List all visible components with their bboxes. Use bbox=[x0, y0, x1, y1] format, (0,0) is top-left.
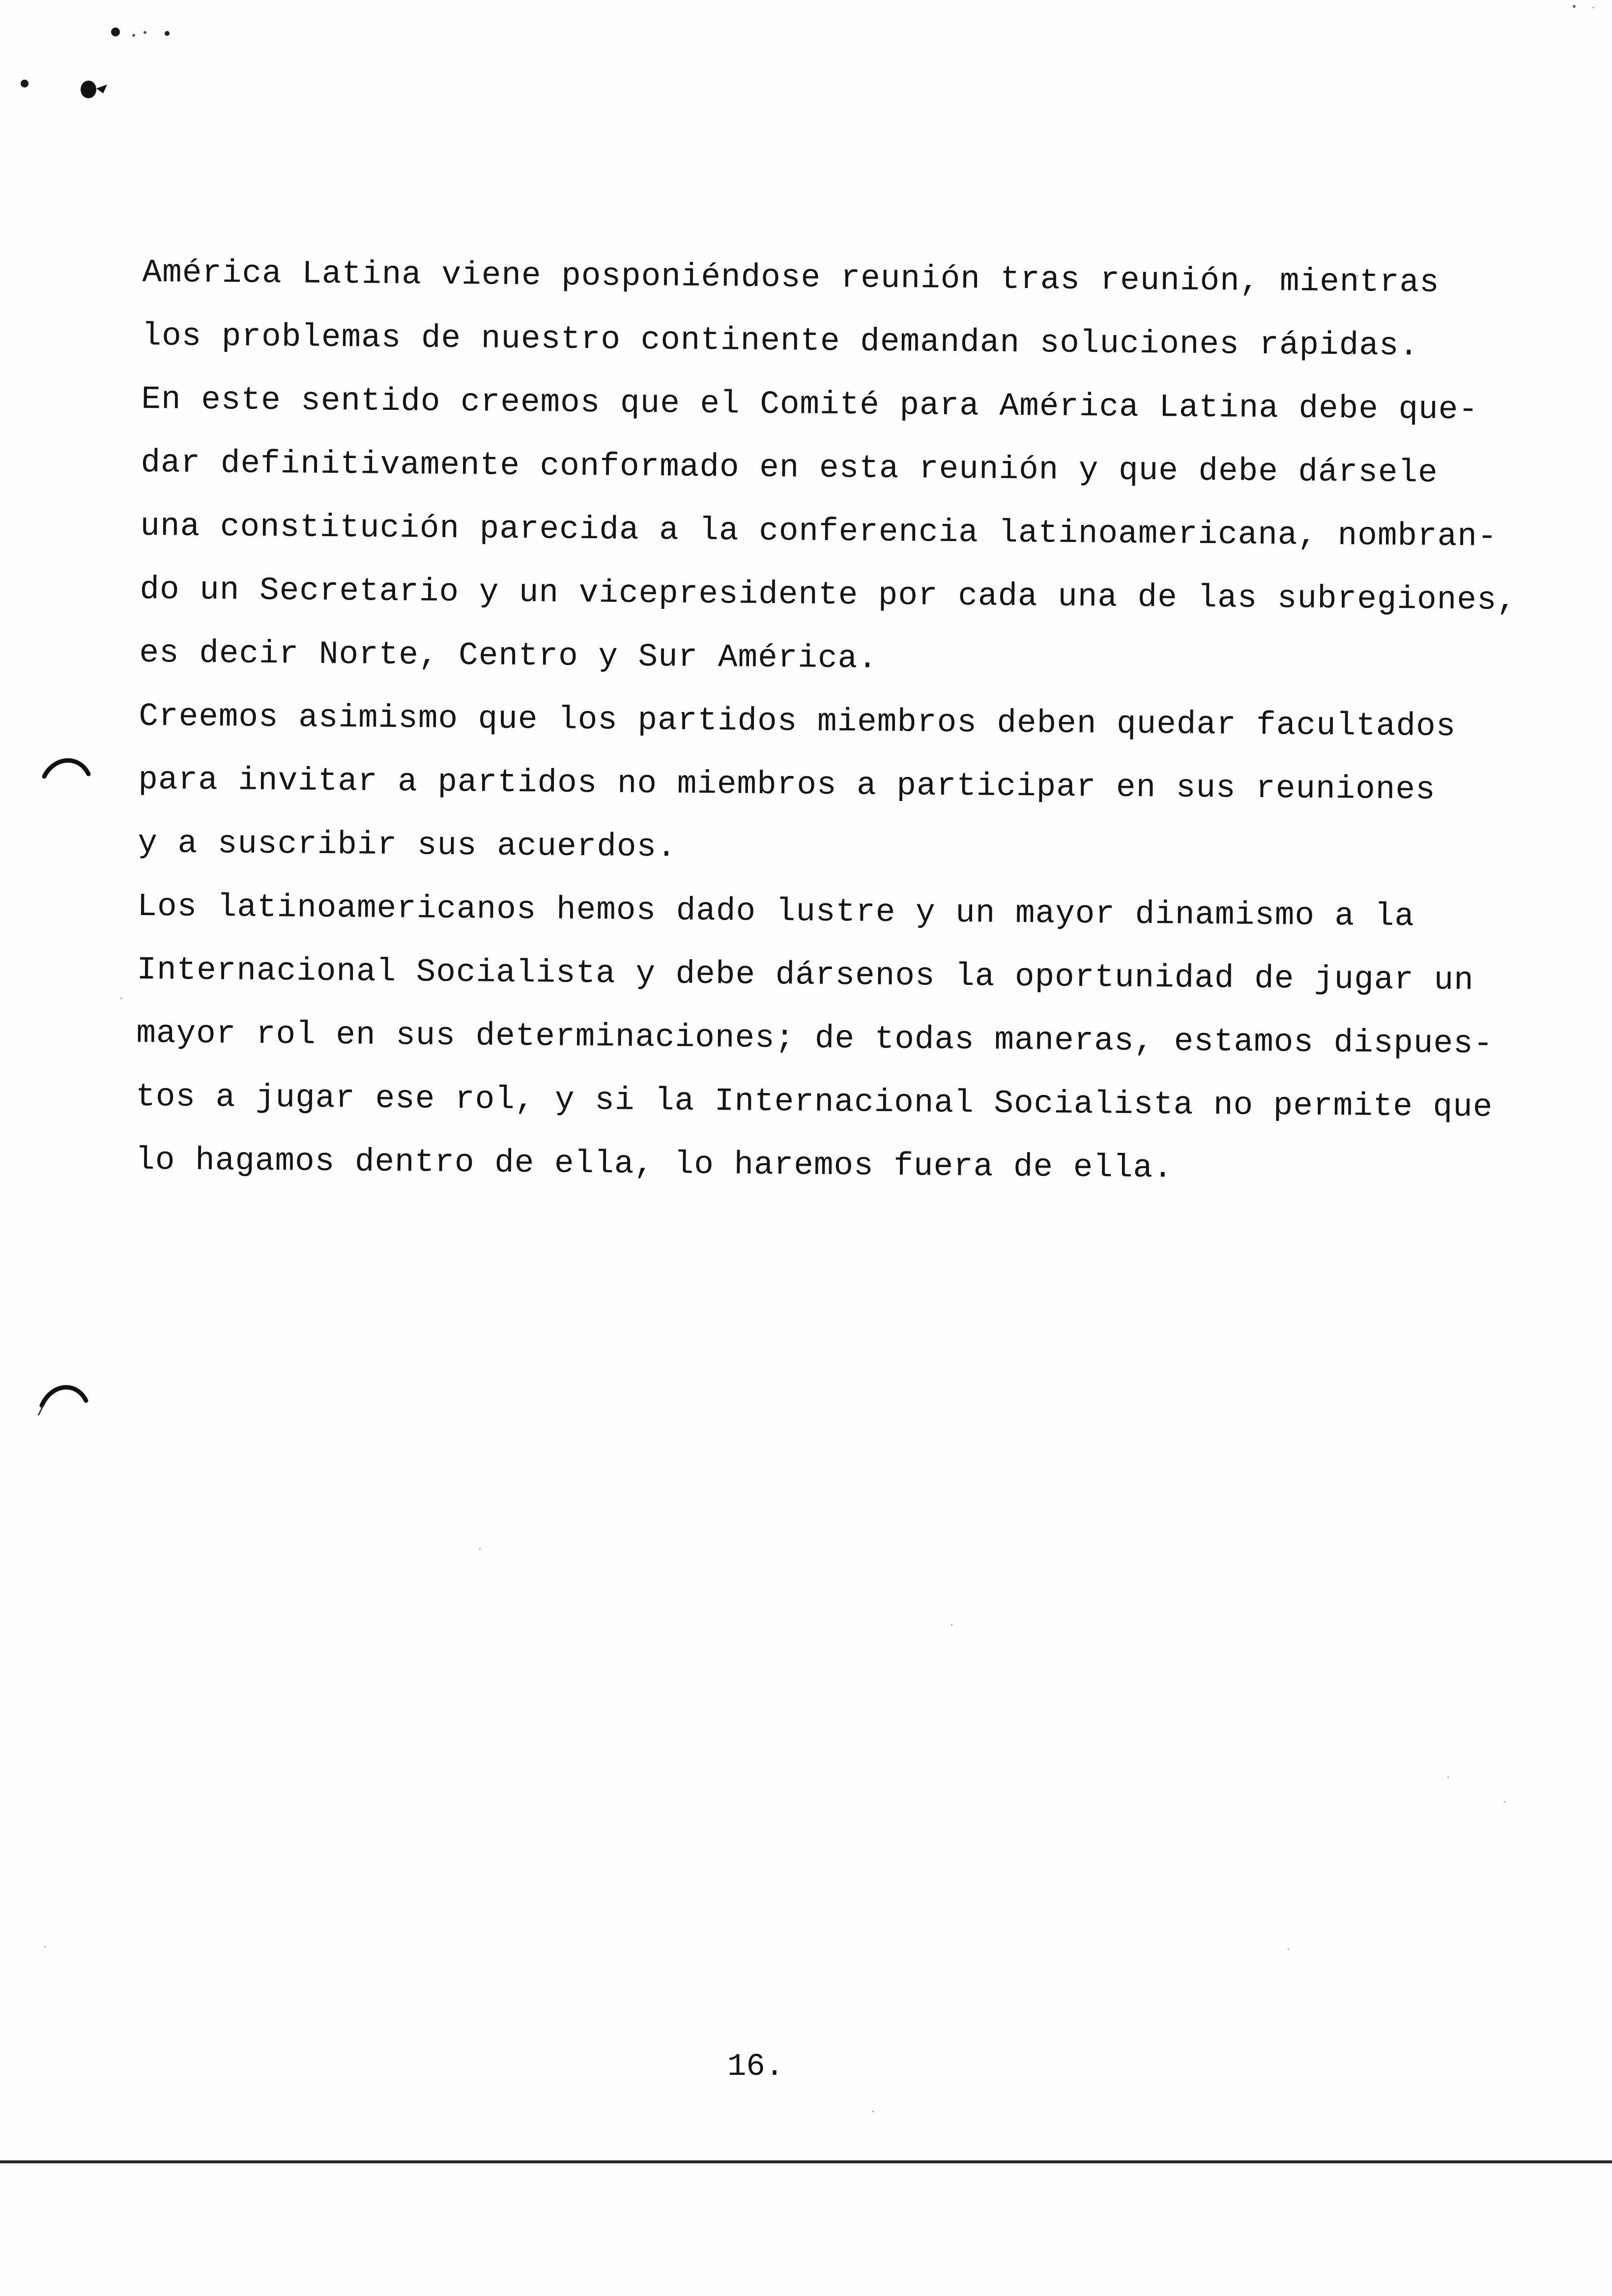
scan-speck bbox=[1288, 1949, 1289, 1950]
text-line: En este sentido creemos que el Comité para América Latina debe que- bbox=[141, 380, 1479, 429]
text-line: es decir Norte, Centro y Sur América. bbox=[139, 634, 878, 677]
punch-hole-arc-lower bbox=[34, 1371, 93, 1420]
text-line: América Latina viene posponiéndose reunión tras reunión, mientras bbox=[142, 254, 1440, 301]
punch-hole-mark-top bbox=[10, 15, 187, 113]
page-number: 16. bbox=[727, 2049, 784, 2085]
punch-hole-arc-upper bbox=[39, 747, 98, 791]
text-line: los problemas de nuestro continente demandan soluciones rápidas. bbox=[142, 317, 1419, 365]
text-line: dar definitivamente conformado en esta reunión y que debe dársele bbox=[141, 444, 1439, 491]
text-line: y a suscribir sus acuerdos. bbox=[138, 824, 677, 866]
text-line: do un Secretario y un vicepresidente por cada una de las subregiones, bbox=[140, 571, 1517, 619]
text-line: Internacional Socialista y debe dársenos la oportunidad de jugar un bbox=[137, 951, 1474, 999]
scan-speck bbox=[44, 1946, 46, 1948]
scan-speck bbox=[1504, 1801, 1505, 1803]
text-line: Creemos asimismo que los partidos miembros deben quedar facultados bbox=[139, 697, 1456, 746]
scan-speck bbox=[479, 1548, 481, 1550]
text-line: para invitar a partidos no miembros a participar en sus reuniones bbox=[138, 761, 1436, 808]
scan-speck bbox=[1447, 1777, 1449, 1778]
scan-speck bbox=[951, 1624, 952, 1626]
bottom-rule-divider bbox=[0, 2160, 1612, 2163]
text-line: mayor rol en sus determinaciones; de todas maneras, estamos dispues- bbox=[136, 1014, 1494, 1062]
scan-speck bbox=[872, 2111, 874, 2112]
scan-speck bbox=[1573, 5, 1576, 8]
text-line: tos a jugar ese rol, y si la Internacional Socialista no permite que bbox=[136, 1078, 1493, 1126]
text-line: lo hagamos dentro de ella, lo haremos fuera de ella. bbox=[135, 1141, 1174, 1187]
body-text bbox=[135, 241, 1558, 1203]
scan-speck bbox=[1592, 7, 1594, 8]
text-line: Los latinoamericanos hemos dado lustre y un mayor dinamismo a la bbox=[137, 888, 1415, 935]
text-line: una constitución parecida a la conferencia latinoamericana, nombran- bbox=[140, 507, 1497, 555]
scan-speck bbox=[120, 998, 122, 999]
